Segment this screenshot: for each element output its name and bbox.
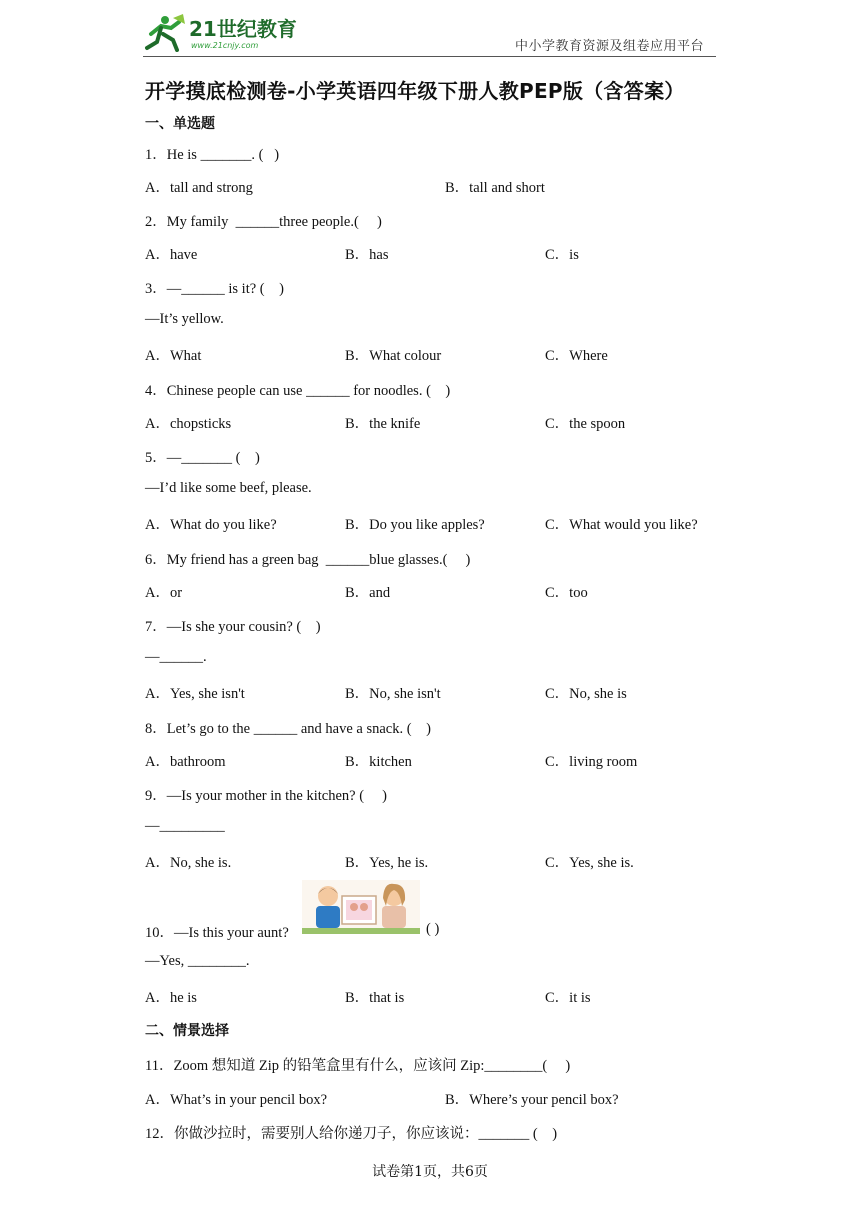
question-7-option-a: A．Yes, she isn't bbox=[145, 686, 245, 702]
question-5-dialogue: —I’d like some beef, please. bbox=[145, 480, 312, 496]
question-3-stem: 3．—______ is it? ( ) bbox=[145, 281, 284, 297]
question-8-option-c: C．living room bbox=[545, 754, 638, 770]
question-6-option-a: A．or bbox=[145, 585, 183, 601]
question-7-option-c: C．No, she is bbox=[545, 686, 627, 702]
question-10-option-b: B．that is bbox=[345, 990, 405, 1006]
question-2-option-c: C．is bbox=[545, 247, 579, 263]
question-3-option-c: C．Where bbox=[545, 348, 608, 364]
question-11-option-a: A．What’s in your pencil box? bbox=[145, 1092, 328, 1108]
page-header bbox=[143, 8, 716, 57]
question-4-option-c: C．the spoon bbox=[545, 416, 626, 432]
question-5-option-a: A．What do you like? bbox=[145, 517, 277, 533]
question-8-stem: 8．Let’s go to the ______ and have a snack. ( ) bbox=[145, 721, 431, 737]
question-10-answer-paren: ( ) bbox=[426, 921, 440, 937]
section-title-single-choice: 一、单选题 bbox=[145, 116, 215, 132]
question-1-stem: 1．He is _______. ( ) bbox=[145, 147, 280, 163]
question-2-option-b: B．has bbox=[345, 247, 389, 263]
page-footer: 试卷第1页，共6页 bbox=[372, 1164, 488, 1180]
question-6-option-c: C．too bbox=[545, 585, 588, 601]
question-9-stem: 9．—Is your mother in the kitchen? ( ) bbox=[145, 788, 388, 804]
question-5-option-c: C．What would you like? bbox=[545, 517, 698, 533]
question-3-dialogue: —It’s yellow. bbox=[145, 311, 224, 327]
question-10-option-a: A．he is bbox=[145, 990, 197, 1006]
question-9-dialogue: —_________ bbox=[145, 818, 225, 834]
site-logo bbox=[143, 12, 313, 52]
question-4-option-b: B．the knife bbox=[345, 416, 421, 432]
question-8-option-b: B．kitchen bbox=[345, 754, 412, 770]
page-title: 开学摸底检测卷-小学英语四年级下册人教PEP版（含答案） bbox=[145, 79, 685, 103]
question-4-stem: 4．Chinese people can use ______ for noodles. ( ) bbox=[145, 383, 451, 399]
question-8-option-a: A．bathroom bbox=[145, 754, 226, 770]
question-1-option-a: A．tall and strong bbox=[145, 180, 253, 196]
question-11-option-b: B．Where’s your pencil box? bbox=[445, 1092, 619, 1108]
question-7-option-b: B．No, she isn't bbox=[345, 686, 441, 702]
logo-url: www.21cnjy.com bbox=[191, 41, 259, 50]
question-4-option-a: A．chopsticks bbox=[145, 416, 232, 432]
question-6-option-b: B．and bbox=[345, 585, 391, 601]
question-5-stem: 5．—_______ ( ) bbox=[145, 450, 260, 466]
header-platform-text: 中小学教育资源及组卷应用平台 bbox=[514, 39, 704, 54]
question-2-stem: 2．My family ______three people.( ) bbox=[145, 214, 382, 230]
question-6-stem: 6．My friend has a green bag ______blue glasses.( ) bbox=[145, 552, 471, 568]
logo-text: 21世纪教育 bbox=[189, 17, 297, 41]
question-10-dialogue: —Yes, ________. bbox=[145, 953, 250, 969]
question-9-option-a: A．No, she is. bbox=[145, 855, 232, 871]
question-10-option-c: C．it is bbox=[545, 990, 591, 1006]
question-7-dialogue: —______. bbox=[145, 649, 207, 665]
question-9-option-b: B．Yes, he is. bbox=[345, 855, 429, 871]
family-photo-illustration bbox=[302, 880, 420, 934]
question-7-stem: 7．—Is she your cousin? ( ) bbox=[145, 619, 321, 635]
question-2-option-a: A．have bbox=[145, 247, 198, 263]
question-12-stem: 12．你做沙拉时，需要别人给你递刀子，你应该说：_______ ( ) bbox=[145, 1126, 558, 1142]
question-5-option-b: B．Do you like apples? bbox=[345, 517, 485, 533]
section-title-situational: 二、情景选择 bbox=[145, 1023, 229, 1039]
question-3-option-a: A．What bbox=[145, 348, 202, 364]
question-1-option-b: B．tall and short bbox=[445, 180, 545, 196]
question-11-stem: 11．Zoom 想知道 Zip 的铅笔盒里有什么，应该问 Zip:________( ) bbox=[145, 1058, 571, 1074]
question-3-option-b: B．What colour bbox=[345, 348, 442, 364]
question-9-option-c: C．Yes, she is. bbox=[545, 855, 634, 871]
question-10-stem: 10．—Is this your aunt? bbox=[145, 925, 289, 941]
